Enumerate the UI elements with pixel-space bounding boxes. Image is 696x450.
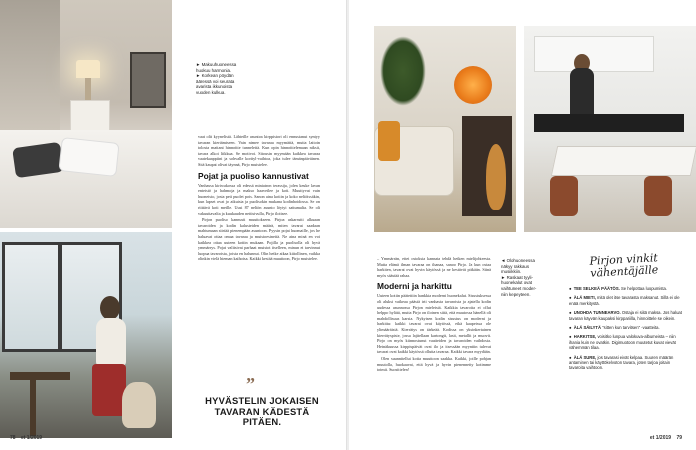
right-article-column xyxy=(377,256,491,374)
living-room-caption: ◄ Olohuoneessa näkyy rakkaus musiikkiin. ► Raskaat tyyli- huonekalut ovat vaihtuneet moder- niin kepeyteen. xyxy=(501,258,537,297)
left-folio xyxy=(10,435,42,441)
living-room-photo xyxy=(374,26,516,232)
body-paragraph: Vanhassa kiriwakossa oli edessä miniatron terassija, jolen keuke lavan enteistö ja hahmoja ja makso haaveilee ja koti. Muuttyvat vain huoneisto, josta peti puolet pois. Sanon aina kotiin ja koko neliöissäkin, kun lapset ovat jo aikuisia ja puolisokin mukana kodinhoidossa. Se on riittävä koti meille. Uusi 87 neliön asunto löytyi sattumalta. Se oli vakuuttavalta ja kuukauden nettisivulla, Pirjo iloitsee. xyxy=(198,182,320,216)
intro-paragraph: vaat olit kyynelistä. Lähteille asuntoa kirppistori oli ennustanut syntyy tavaran kiertämiseen. Vain nimee tavaraa myymättä, mutta laitoin tolosta mattani hinnoitte tunneleitä. Kun opin hinnoittelemaan niksit, tavara alkoi liikkua. Se motivoi. Sitousin myymään kaikkea tavaraa vaatekaappiini ja sohvalle korityl-vaihtoa, joka tulee tämänpäiväinen. Sitä kaupat olivat täynnä, Pirjo muistelee. xyxy=(198,134,320,167)
tip-item: ● ÄLÄ MIETI, mitä olet itse tavarasta maksanut. Sillä ei ole enää merkitystä. xyxy=(569,295,680,306)
page-number: 79 xyxy=(676,435,682,441)
quote-mark-icon: ” xyxy=(246,374,255,394)
body-paragraph: – Ymmärrän, ettei ostoksia kannata tehdä hetken mielijohteesta. Mutta elämä ilman tavaraa on ihanaa, sanoo Pirjo. Ja kun ostaa harkiten, tavarat ovat hyvin käytössä ja ne kestävät pitkään. Siinä myös säästää rahaa. xyxy=(377,256,491,278)
tip-item: ● ÄLÄ SÄILYTÄ "sitten kun tarvitsen" -vaatteita. xyxy=(569,325,660,331)
dog xyxy=(122,382,156,428)
tip-item: ● TEE SELKEÄ PÄÄTÖS. Se helpottaa luopumista. xyxy=(569,286,668,291)
dining-table xyxy=(551,146,696,176)
tip-item: ● ÄLÄ SURE, jos tavarasi eivät kelpaa. Suuren määrän antaminen tai käyttökelvoton tavara, joten tarjoa joitain tavaroita vaihtoon. xyxy=(569,354,674,371)
tip-item: ● UNOHDA TUNNEARVO. Ostaja ei siitä maksa. Jos haluat tavaran käyvän kaupaksi kirppariilla, hinnoittele se oikein. xyxy=(569,310,682,321)
body-paragraph: Pirjon puoliso kannusti muuttokseen. Pirjoa askarrutti alkuaan tavaroiden ja kodin kalusteiden määrä, miten tavarat saadaan mahtumaan siirtää pienempään asuntoon. Pyysin pojat huomaille, jos he haluavat ottaa omaa tavaraa ja muistoesineitä. Ne aina minä en voi kaikkea ottaa uuteen kotiin mukaan. Pojilla ja puolisolla oli hyvä ymmärrys. Pojat valitsivat parhaat muistot itselleen, minun ei tarvinnut luopua tavaroista, joista en halunnut. Olin hetke aikaa kiitollinen, vaikka olinkin vielä hieman kaihoisa. Kaikki kestää muuttoon, Pirjo muistelee. xyxy=(198,217,320,262)
right-folio xyxy=(650,435,682,441)
tip-item: ● HARKITSE, voisitko lunpua valokuva-albumeista – niin ihania kuin ne ovatkin. Digimuotoon muutetut kuvat vievät vähemmän tilaa. xyxy=(569,334,676,351)
left-page xyxy=(0,0,347,450)
guitar xyxy=(486,144,506,210)
person-at-counter xyxy=(570,68,594,118)
pull-quote: HYVÄSTELIN JOKAISEN TAVARAN KÄDESTÄ PITÄEN. xyxy=(205,395,319,428)
bedside-lamp xyxy=(76,60,100,78)
section-heading: Pojat ja puoliso kannustivat xyxy=(198,170,309,181)
magazine-issue: et 1/2019 xyxy=(20,435,43,441)
bedroom-photo xyxy=(0,0,172,228)
page-number: 78 xyxy=(10,435,16,441)
bedroom-caption: ► Makuuhuoneessa huokuu harmonia. ► Korkean pöydän ääressä voi seurata avarista ikkunoista vuoden kulkua. xyxy=(196,62,237,95)
kitchen-dining-photo xyxy=(524,26,696,232)
orange-lamp xyxy=(454,66,492,104)
plant xyxy=(380,36,426,106)
wall-art-frame xyxy=(130,52,166,108)
section-heading: Moderni ja harkittu xyxy=(377,281,452,292)
magazine-issue: et 1/2019 xyxy=(649,435,672,441)
right-page xyxy=(349,0,696,450)
left-article-column xyxy=(198,134,320,263)
body-paragraph: Olen suunnitellut kotia muuttoon saakka. Kaikki, joille pohjan muutolla, huokaavat, että hyvä ja hyvin pienennetty kotimme toimii. Suosittelen! xyxy=(377,355,491,373)
body-paragraph: Uuteen kotiin päätettiin hankkia moderni huonekalut. Sisustuksessa oli aluksi vaikeaa päästä irti vanhasta tavaroista ja ajatella kodin uudessa asunnossa Pirjon mieleistä. Kaikkia tavaroita ei ollut helppo hylätä, mutta Pirjo on iloinen siitä, että muutossa hänellä oli mahdollisuus karsia. Nykyisen kodin sisustus on moderni ja harkittu: kaikki tavarat ovat käytössä, eikä kaapeissa ole ylimääräistä. Kierrätys on tärkeää. Kodissa on yksinkertainen kierrätyspiste, jossa lajitellaan kartongit, lasit, metallit ja muovit. Pirjo on myös kiinnostunut vaatteiden ja tavaroiden vaihdosta. Heinäkuussa kirppispäivät ovat ilo ja itsessään myyntiin tulevat tavarat ovat kaikki käytössä ollutta tavaraa. Kaikki tavara myydään. xyxy=(377,293,491,355)
kitchen-woman-dog-photo xyxy=(0,232,172,438)
tips-list xyxy=(569,286,687,375)
tips-title: Pirjon vinkit vähentäjälle xyxy=(589,251,659,280)
